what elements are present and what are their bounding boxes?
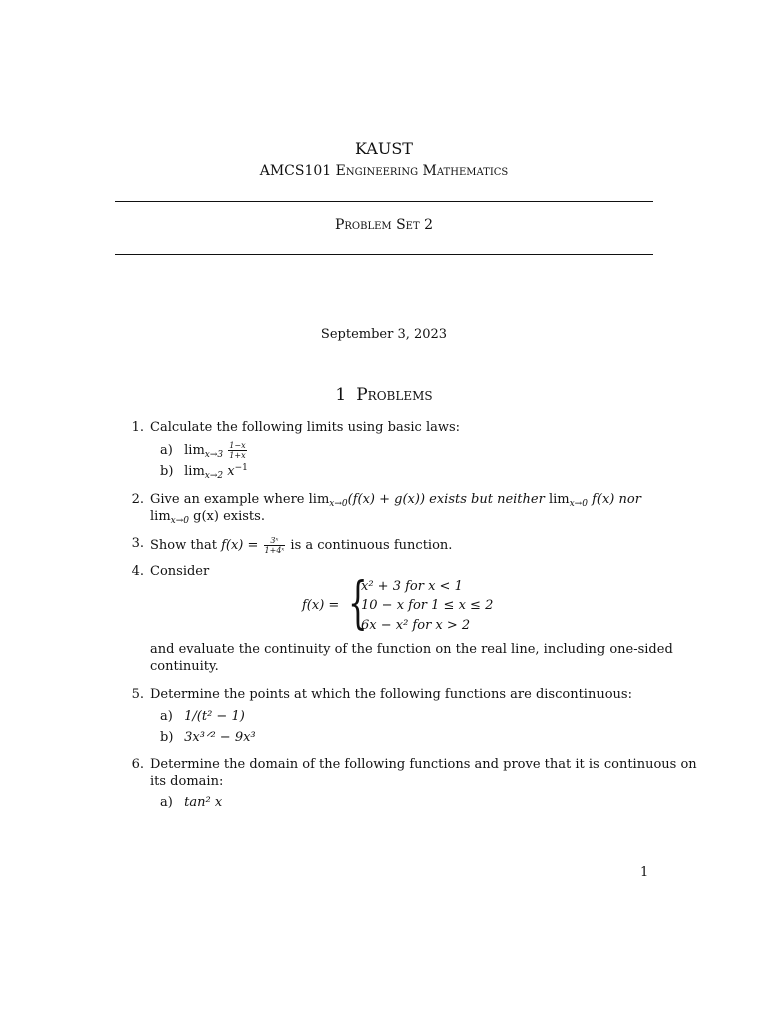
problem-3-fraction xyxy=(264,536,286,555)
problem-1b-label: b) xyxy=(160,464,174,479)
problem-5-number: 5. xyxy=(131,687,144,702)
problem-3-fx: f(x) = xyxy=(221,538,259,553)
institution-title: KAUST xyxy=(355,139,413,158)
problem-4-case-3: 6x − x² for x > 2 xyxy=(361,618,471,633)
problem-6-line-1: Determine the domain of the following functions and prove that it is continuous on xyxy=(150,757,697,772)
problem-3-pre: Show that xyxy=(150,538,217,553)
problem-1a-label: a) xyxy=(160,443,173,458)
problem-4-brace: { xyxy=(348,571,368,636)
problem-4-case-1: x² + 3 for x < 1 xyxy=(361,579,463,594)
problem-2-line-2 xyxy=(150,509,265,529)
problem-4-after-2: continuity. xyxy=(150,659,219,674)
problem-4-text: Consider xyxy=(150,564,210,579)
problem-2-number: 2. xyxy=(131,492,144,507)
problem-5b-label: b) xyxy=(160,730,174,745)
top-rule xyxy=(115,201,653,202)
problem-2-lim-1: lim xyxy=(308,492,330,507)
problem-3-text xyxy=(150,536,452,555)
section-number: 1 xyxy=(335,385,347,405)
problem-3-post: is a continuous function. xyxy=(290,538,453,553)
section-title: Problems xyxy=(356,385,433,405)
problem-1a-numerator: 1−x xyxy=(229,441,246,450)
problem-4-after-1: and evaluate the continuity of the function on the real line, including one-sided xyxy=(150,642,673,657)
problem-5a-expr: 1/(t² − 1) xyxy=(184,709,245,724)
section-heading xyxy=(0,385,768,405)
problem-3-number: 3. xyxy=(131,536,144,551)
problem-2-text-b: (f(x) + g(x)) exists but neither xyxy=(347,492,545,507)
problem-1a xyxy=(160,441,248,463)
problem-5a-label: a) xyxy=(160,709,173,724)
course-title: AMCS101 Engineering Mathematics xyxy=(259,163,509,179)
problem-6-number: 6. xyxy=(131,757,144,772)
problem-5b-expr: 3x³ᐟ² − 9x³ xyxy=(184,730,256,745)
problem-4-fx: f(x) = xyxy=(302,598,340,613)
problem-3-numerator: 3ˣ xyxy=(264,536,286,546)
problem-1a-fraction xyxy=(228,441,246,460)
problem-2-lim-sub-2: x→0 xyxy=(569,499,588,509)
problem-2-lim-2: lim xyxy=(548,492,570,507)
problem-set-title: Problem Set 2 xyxy=(334,217,434,233)
problem-2-text-a: Give an example where xyxy=(150,492,305,507)
problem-1a-lim: lim xyxy=(184,443,205,458)
problem-1b-expr: x xyxy=(227,464,235,479)
problem-1b xyxy=(160,464,248,484)
problem-2-lim-sub-3: x→0 xyxy=(170,516,189,526)
problem-2-lim-sub-1: x→0 xyxy=(329,499,348,509)
bottom-rule xyxy=(115,254,653,255)
problem-5-text: Determine the points at which the following functions are discontinuous: xyxy=(150,687,632,702)
problem-1-text: Calculate the following limits using basic laws: xyxy=(150,420,461,435)
problem-6-line-2: its domain: xyxy=(150,774,224,789)
problem-3-denominator: 1+4ˣ xyxy=(264,546,285,555)
problem-4-case-2: 10 − x for 1 ≤ x ≤ 2 xyxy=(361,598,494,613)
date: September 3, 2023 xyxy=(320,327,448,342)
problem-1a-denominator: 1+x xyxy=(229,451,246,460)
problem-1-number: 1. xyxy=(131,420,144,435)
page-number: 1 xyxy=(640,865,649,880)
problem-2-lim-3: lim xyxy=(150,509,171,524)
problem-6a-label: a) xyxy=(160,795,173,810)
problem-2-text-c: f(x) nor xyxy=(592,492,641,507)
problem-1b-lim: lim xyxy=(184,464,205,479)
problem-5b xyxy=(160,730,256,746)
problem-6a xyxy=(160,795,222,811)
problem-1a-lim-sub: x→3 xyxy=(204,450,224,460)
problem-5a xyxy=(160,709,245,725)
problem-2-text-d: g(x) exists. xyxy=(193,509,265,524)
problem-1b-exponent: −1 xyxy=(234,463,248,473)
problem-4-number: 4. xyxy=(131,564,144,579)
problem-6a-expr: tan² x xyxy=(184,795,223,810)
problem-1b-lim-sub: x→2 xyxy=(204,471,224,481)
